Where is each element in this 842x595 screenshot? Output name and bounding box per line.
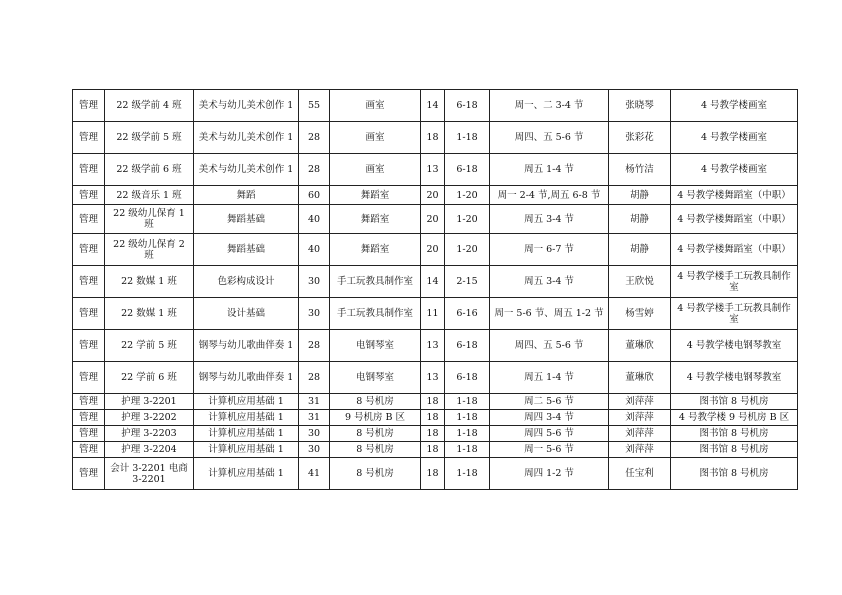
table-row <box>73 154 798 186</box>
count-cell: 40 <box>299 234 330 266</box>
week-range-cell: 6-18 <box>445 90 490 122</box>
count-cell: 28 <box>299 362 330 394</box>
time-cell: 周五 1-4 节 <box>490 154 609 186</box>
room-cell: 画室 <box>330 90 421 122</box>
dept-cell: 管理 <box>73 90 105 122</box>
time-cell: 周一 2-4 节,周五 6-8 节 <box>490 186 609 205</box>
room-cell: 8 号机房 <box>330 458 421 490</box>
teacher-cell: 任宝利 <box>609 458 671 490</box>
location-cell: 4 号教学楼画室 <box>671 154 798 186</box>
table-row <box>73 410 798 426</box>
course-cell: 色彩构成设计 <box>194 266 299 298</box>
weeks-count-cell: 18 <box>421 394 445 410</box>
location-cell: 4 号教学楼舞蹈室（中职） <box>671 186 798 205</box>
weeks-count-cell: 14 <box>421 90 445 122</box>
week-range-cell: 6-18 <box>445 154 490 186</box>
time-cell: 周四 3-4 节 <box>490 410 609 426</box>
count-cell: 30 <box>299 266 330 298</box>
course-cell: 美术与幼儿美术创作 1 <box>194 122 299 154</box>
room-cell: 手工玩教具制作室 <box>330 298 421 330</box>
course-cell: 钢琴与幼儿歌曲伴奏 1 <box>194 362 299 394</box>
room-cell: 画室 <box>330 154 421 186</box>
week-range-cell: 1-20 <box>445 234 490 266</box>
location-cell: 4 号教学楼画室 <box>671 122 798 154</box>
teacher-cell: 张晓琴 <box>609 90 671 122</box>
dept-cell: 管理 <box>73 154 105 186</box>
count-cell: 41 <box>299 458 330 490</box>
teacher-cell: 杨雪婷 <box>609 298 671 330</box>
table-row <box>73 90 798 122</box>
course-cell: 舞蹈基础 <box>194 234 299 266</box>
teacher-cell: 董琳欣 <box>609 330 671 362</box>
teacher-cell: 胡静 <box>609 234 671 266</box>
course-cell: 计算机应用基础 1 <box>194 394 299 410</box>
room-cell: 舞蹈室 <box>330 234 421 266</box>
table-row <box>73 426 798 442</box>
dept-cell: 管理 <box>73 122 105 154</box>
teacher-cell: 张彩花 <box>609 122 671 154</box>
dept-cell: 管理 <box>73 330 105 362</box>
week-range-cell: 6-18 <box>445 362 490 394</box>
count-cell: 31 <box>299 394 330 410</box>
teacher-cell: 刘萍萍 <box>609 426 671 442</box>
course-cell: 计算机应用基础 1 <box>194 458 299 490</box>
class-cell: 22 学前 5 班 <box>105 330 194 362</box>
table-row <box>73 186 798 205</box>
table-row <box>73 266 798 298</box>
teacher-cell: 刘萍萍 <box>609 410 671 426</box>
class-cell: 会计 3-2201 电商 3-2201 <box>105 458 194 490</box>
time-cell: 周四 5-6 节 <box>490 426 609 442</box>
course-cell: 设计基础 <box>194 298 299 330</box>
dept-cell: 管理 <box>73 234 105 266</box>
room-cell: 舞蹈室 <box>330 205 421 234</box>
location-cell: 4 号教学楼舞蹈室（中职） <box>671 234 798 266</box>
week-range-cell: 1-18 <box>445 410 490 426</box>
count-cell: 55 <box>299 90 330 122</box>
course-cell: 舞蹈基础 <box>194 205 299 234</box>
weeks-count-cell: 20 <box>421 234 445 266</box>
location-cell: 4 号教学楼舞蹈室（中职） <box>671 205 798 234</box>
class-cell: 22 级幼儿保育 2 班 <box>105 234 194 266</box>
location-cell: 4 号教学楼手工玩教具制作室 <box>671 298 798 330</box>
course-cell: 计算机应用基础 1 <box>194 410 299 426</box>
dept-cell: 管理 <box>73 298 105 330</box>
room-cell: 舞蹈室 <box>330 186 421 205</box>
week-range-cell: 1-20 <box>445 205 490 234</box>
teacher-cell: 刘萍萍 <box>609 442 671 458</box>
count-cell: 60 <box>299 186 330 205</box>
table-row <box>73 362 798 394</box>
teacher-cell: 王欣悦 <box>609 266 671 298</box>
count-cell: 40 <box>299 205 330 234</box>
dept-cell: 管理 <box>73 410 105 426</box>
table-row <box>73 394 798 410</box>
table-row <box>73 442 798 458</box>
class-cell: 22 数媒 1 班 <box>105 298 194 330</box>
dept-cell: 管理 <box>73 394 105 410</box>
week-range-cell: 1-18 <box>445 458 490 490</box>
weeks-count-cell: 20 <box>421 205 445 234</box>
week-range-cell: 1-20 <box>445 186 490 205</box>
location-cell: 图书馆 8 号机房 <box>671 426 798 442</box>
location-cell: 图书馆 8 号机房 <box>671 394 798 410</box>
time-cell: 周四 1-2 节 <box>490 458 609 490</box>
location-cell: 4 号教学楼电钢琴教室 <box>671 330 798 362</box>
schedule-table-body <box>73 90 798 490</box>
class-cell: 22 级学前 6 班 <box>105 154 194 186</box>
dept-cell: 管理 <box>73 186 105 205</box>
time-cell: 周一 5-6 节 <box>490 442 609 458</box>
location-cell: 图书馆 8 号机房 <box>671 458 798 490</box>
count-cell: 28 <box>299 330 330 362</box>
dept-cell: 管理 <box>73 426 105 442</box>
course-cell: 计算机应用基础 1 <box>194 426 299 442</box>
location-cell: 4 号教学楼 9 号机房 B 区 <box>671 410 798 426</box>
table-row <box>73 234 798 266</box>
count-cell: 28 <box>299 122 330 154</box>
weeks-count-cell: 18 <box>421 442 445 458</box>
weeks-count-cell: 18 <box>421 426 445 442</box>
course-cell: 美术与幼儿美术创作 1 <box>194 90 299 122</box>
time-cell: 周五 1-4 节 <box>490 362 609 394</box>
room-cell: 电钢琴室 <box>330 362 421 394</box>
table-row <box>73 330 798 362</box>
weeks-count-cell: 11 <box>421 298 445 330</box>
table-row <box>73 458 798 490</box>
class-cell: 护理 3-2204 <box>105 442 194 458</box>
room-cell: 电钢琴室 <box>330 330 421 362</box>
room-cell: 8 号机房 <box>330 394 421 410</box>
room-cell: 8 号机房 <box>330 442 421 458</box>
table-row <box>73 205 798 234</box>
week-range-cell: 1-18 <box>445 394 490 410</box>
dept-cell: 管理 <box>73 362 105 394</box>
weeks-count-cell: 18 <box>421 410 445 426</box>
weeks-count-cell: 18 <box>421 458 445 490</box>
weeks-count-cell: 20 <box>421 186 445 205</box>
class-cell: 22 级幼儿保育 1 班 <box>105 205 194 234</box>
location-cell: 4 号教学楼画室 <box>671 90 798 122</box>
time-cell: 周五 3-4 节 <box>490 205 609 234</box>
room-cell: 9 号机房 B 区 <box>330 410 421 426</box>
count-cell: 30 <box>299 298 330 330</box>
time-cell: 周二 5-6 节 <box>490 394 609 410</box>
dept-cell: 管理 <box>73 442 105 458</box>
week-range-cell: 1-18 <box>445 426 490 442</box>
week-range-cell: 6-18 <box>445 330 490 362</box>
class-cell: 22 级学前 5 班 <box>105 122 194 154</box>
class-cell: 22 学前 6 班 <box>105 362 194 394</box>
class-cell: 22 级学前 4 班 <box>105 90 194 122</box>
dept-cell: 管理 <box>73 458 105 490</box>
class-cell: 22 数媒 1 班 <box>105 266 194 298</box>
count-cell: 31 <box>299 410 330 426</box>
course-cell: 美术与幼儿美术创作 1 <box>194 154 299 186</box>
count-cell: 30 <box>299 442 330 458</box>
course-cell: 钢琴与幼儿歌曲伴奏 1 <box>194 330 299 362</box>
teacher-cell: 刘萍萍 <box>609 394 671 410</box>
location-cell: 图书馆 8 号机房 <box>671 442 798 458</box>
room-cell: 8 号机房 <box>330 426 421 442</box>
weeks-count-cell: 14 <box>421 266 445 298</box>
table-row <box>73 122 798 154</box>
time-cell: 周四、五 5-6 节 <box>490 122 609 154</box>
class-cell: 护理 3-2203 <box>105 426 194 442</box>
time-cell: 周一 5-6 节、周五 1-2 节 <box>490 298 609 330</box>
class-cell: 护理 3-2202 <box>105 410 194 426</box>
class-cell: 22 级音乐 1 班 <box>105 186 194 205</box>
teacher-cell: 杨竹洁 <box>609 154 671 186</box>
schedule-table <box>72 89 798 490</box>
room-cell: 画室 <box>330 122 421 154</box>
week-range-cell: 1-18 <box>445 122 490 154</box>
weeks-count-cell: 18 <box>421 122 445 154</box>
week-range-cell: 1-18 <box>445 442 490 458</box>
week-range-cell: 6-16 <box>445 298 490 330</box>
weeks-count-cell: 13 <box>421 362 445 394</box>
weeks-count-cell: 13 <box>421 330 445 362</box>
teacher-cell: 胡静 <box>609 205 671 234</box>
room-cell: 手工玩教具制作室 <box>330 266 421 298</box>
teacher-cell: 胡静 <box>609 186 671 205</box>
teacher-cell: 董琳欣 <box>609 362 671 394</box>
time-cell: 周一、二 3-4 节 <box>490 90 609 122</box>
time-cell: 周四、五 5-6 节 <box>490 330 609 362</box>
count-cell: 28 <box>299 154 330 186</box>
time-cell: 周一 6-7 节 <box>490 234 609 266</box>
class-cell: 护理 3-2201 <box>105 394 194 410</box>
count-cell: 30 <box>299 426 330 442</box>
dept-cell: 管理 <box>73 205 105 234</box>
week-range-cell: 2-15 <box>445 266 490 298</box>
weeks-count-cell: 13 <box>421 154 445 186</box>
location-cell: 4 号教学楼手工玩教具制作室 <box>671 266 798 298</box>
course-cell: 计算机应用基础 1 <box>194 442 299 458</box>
dept-cell: 管理 <box>73 266 105 298</box>
location-cell: 4 号教学楼电钢琴教室 <box>671 362 798 394</box>
table-row <box>73 298 798 330</box>
time-cell: 周五 3-4 节 <box>490 266 609 298</box>
course-cell: 舞蹈 <box>194 186 299 205</box>
